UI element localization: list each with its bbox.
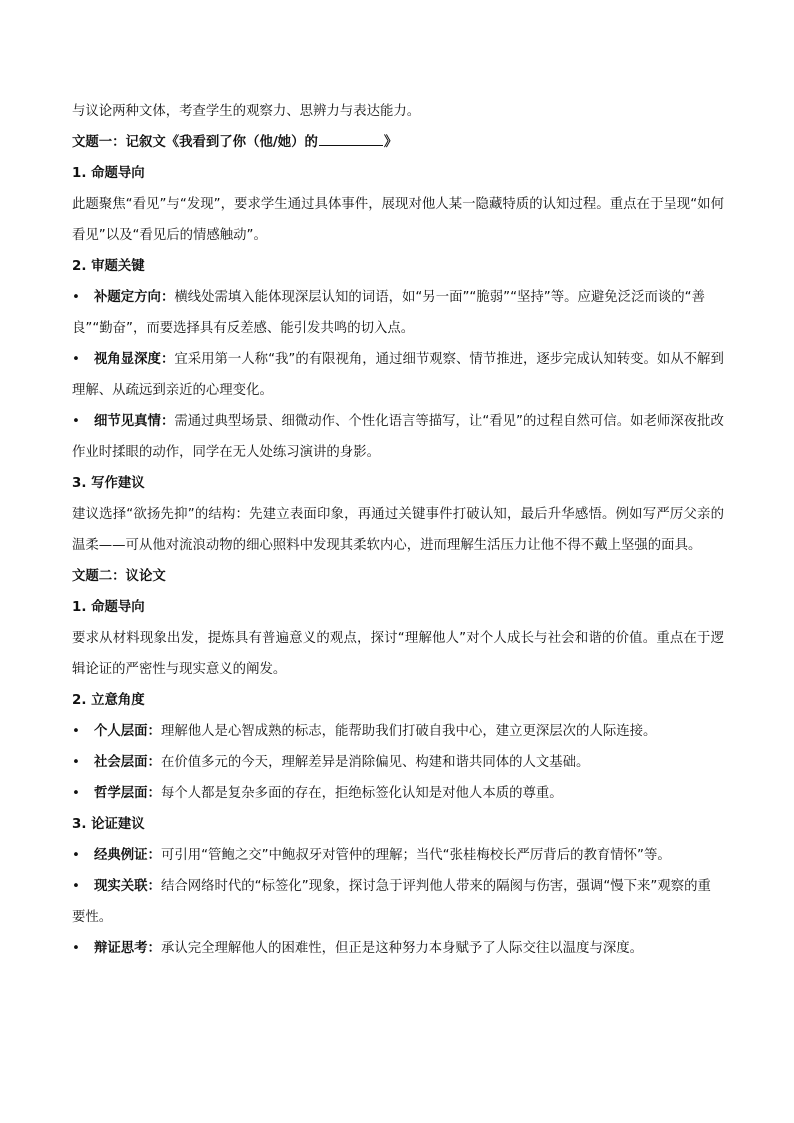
document-body	[72, 96, 724, 964]
topic2-s1-body: 要求从材料现象出发，提炼具有普遍意义的观点，探讨“理解他人”对个人成长与社会和谐的价值。重点在于逻辑论证的严密性与现实意义的阐发。	[72, 631, 724, 677]
list-item-label: 哲学层面：	[94, 786, 161, 801]
bullet-icon: •	[72, 290, 80, 305]
bullet-icon: •	[72, 941, 80, 956]
list-item-label: 细节见真情：	[94, 414, 175, 429]
bullet-icon: •	[72, 414, 80, 429]
list-item	[72, 406, 724, 468]
topic1-s1-body: 此题聚焦“看见”与“发现”，要求学生通过具体事件，展现对他人某一隐藏特质的认知过程。重点在于呈现“如何看见”以及“看见后的情感触动”。	[72, 197, 724, 243]
intro-text: 与议论两种文体，考查学生的观察力、思辨力与表达能力。	[72, 104, 421, 119]
topic1-s3-body: 建议选择“欲扬先抑”的结构：先建立表面印象，再通过关键事件打破认知，最后升华感悟。例如写严厉父亲的温柔——可从他对流浪动物的细心照料中发现其柔软内心，进而理解生活压力让他不得不戴上坚强的面具。	[72, 507, 724, 553]
list-item-text: 理解他人是心智成熟的标志，能帮助我们打破自我中心，建立更深层次的人际连接。	[160, 724, 657, 739]
list-item-label: 社会层面：	[94, 755, 161, 770]
list-item	[72, 871, 724, 933]
list-item-text: 可引用“管鲍之交”中鲍叔牙对管仲的理解；当代“张桂梅校长严厉背后的教育情怀”等。	[160, 848, 671, 863]
fill-blank-line	[319, 133, 383, 146]
list-item-text: 需通过典型场景、细微动作、个性化语言等描写，让“看见”的过程自然可信。如老师深夜批改作业时揉眼的动作，同学在无人处练习演讲的身影。	[72, 414, 724, 460]
topic1-s1-heading: 1. 命题导向	[72, 166, 145, 181]
bullet-icon: •	[72, 848, 80, 863]
list-item-label: 辩证思考：	[94, 941, 161, 956]
list-item-text: 横线处需填入能体现深层认知的词语，如“另一面”“脆弱”“坚持”等。应避免泛泛而谈的“善良”“勤奋”，而要选择具有反差感、能引发共鸣的切入点。	[72, 290, 705, 336]
topic2-s1-heading: 1. 命题导向	[72, 600, 145, 615]
topic1-title	[72, 127, 724, 158]
bullet-icon: •	[72, 724, 80, 739]
topic1-s2-heading: 2. 审题关键	[72, 259, 145, 274]
bullet-icon: •	[72, 786, 80, 801]
list-item-label: 经典例证：	[94, 848, 161, 863]
list-item-text: 结合网络时代的“标签化”现象，探讨急于评判他人带来的隔阂与伤害，强调“慢下来”观察的重要性。	[72, 879, 711, 925]
list-item-text: 承认完全理解他人的困难性，但正是这种努力本身赋予了人际交往以温度与深度。	[160, 941, 644, 956]
list-item	[72, 747, 724, 778]
list-item-label: 个人层面：	[94, 724, 161, 739]
bullet-icon: •	[72, 755, 80, 770]
bullet-icon: •	[72, 352, 80, 367]
topic1-title-prefix: 文题一：记叙文《我看到了你（他/她）的	[72, 135, 318, 150]
list-item-text: 在价值多元的今天，理解差异是消除偏见、构建和谐共同体的人文基础。	[160, 755, 590, 770]
list-item	[72, 778, 724, 809]
list-item-label: 补题定方向：	[94, 290, 175, 305]
list-item	[72, 282, 724, 344]
list-item	[72, 840, 724, 871]
list-item-label: 视角显深度：	[94, 352, 175, 367]
topic2-s2-heading: 2. 立意角度	[72, 693, 145, 708]
list-item	[72, 716, 724, 747]
bullet-icon: •	[72, 879, 80, 894]
list-item-text: 宜采用第一人称“我”的有限视角，通过细节观察、情节推进，逐步完成认知转变。如从不解到理解、从疏远到亲近的心理变化。	[72, 352, 724, 398]
topic1-s3-heading: 3. 写作建议	[72, 476, 145, 491]
list-item-text: 每个人都是复杂多面的存在，拒绝标签化认知是对他人本质的尊重。	[160, 786, 563, 801]
list-item-label: 现实关联：	[94, 879, 161, 894]
list-item	[72, 344, 724, 406]
list-item	[72, 933, 724, 964]
topic2-s3-heading: 3. 论证建议	[72, 817, 145, 832]
topic2-title: 文题二：议论文	[72, 569, 166, 584]
topic1-title-suffix: 》	[383, 135, 398, 150]
